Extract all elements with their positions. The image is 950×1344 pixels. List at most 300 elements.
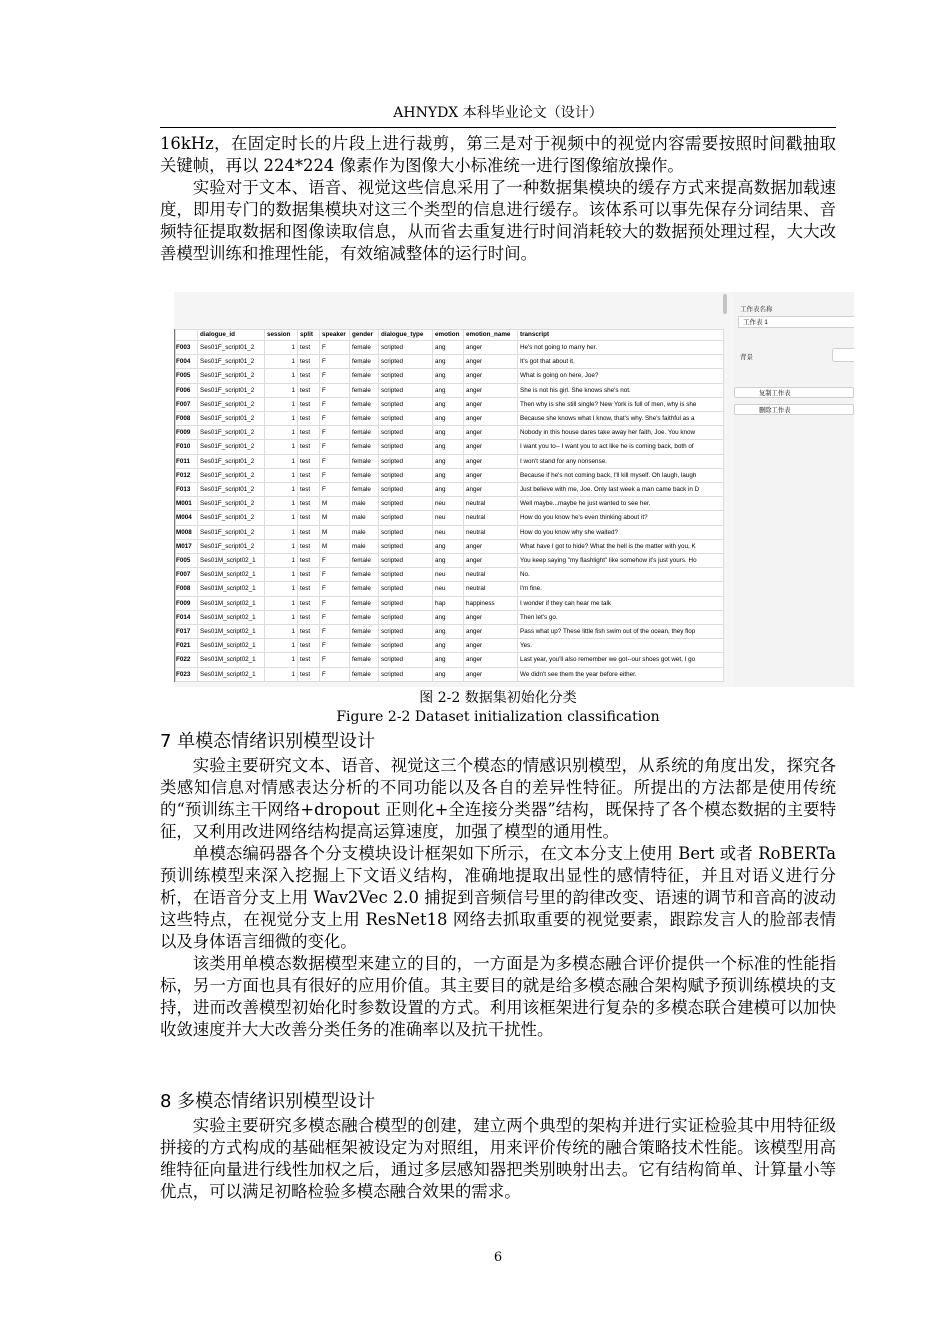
column-header[interactable]	[176, 330, 198, 341]
table-cell[interactable]: 1	[265, 412, 298, 426]
table-cell[interactable]: female	[350, 554, 379, 568]
table-cell[interactable]: Ses01F_script01_2	[198, 539, 265, 553]
table-cell[interactable]: anger	[464, 483, 518, 497]
background-label: 背景	[740, 354, 753, 361]
table-cell[interactable]: He's not going to marry her.	[518, 341, 724, 355]
table-cell[interactable]: F	[320, 341, 350, 355]
table-cell[interactable]: Ses01F_script01_2	[198, 426, 265, 440]
table-row	[176, 554, 724, 568]
table-cell[interactable]: test	[298, 468, 320, 482]
table-cell[interactable]: ang	[433, 483, 464, 497]
table-cell[interactable]: test	[298, 355, 320, 369]
table-cell[interactable]: ang	[433, 468, 464, 482]
table-cell[interactable]: scripted	[379, 383, 433, 397]
table-cell[interactable]: anger	[464, 383, 518, 397]
table-cell[interactable]: 1	[265, 511, 298, 525]
table-cell[interactable]: F011	[176, 454, 198, 468]
table-cell[interactable]: F	[320, 667, 350, 681]
table-cell[interactable]: M017	[176, 539, 198, 553]
column-header[interactable]: dialogue_type	[379, 330, 433, 341]
table-row	[176, 454, 724, 468]
table-cell[interactable]: F	[320, 426, 350, 440]
table-cell[interactable]: test	[298, 440, 320, 454]
table-cell[interactable]: F022	[176, 653, 198, 667]
table-cell[interactable]: F004	[176, 355, 198, 369]
table-row	[176, 653, 724, 667]
table-cell[interactable]: female	[350, 426, 379, 440]
table-cell[interactable]: 1	[265, 426, 298, 440]
table-cell[interactable]: neu	[433, 582, 464, 596]
table-cell[interactable]: Ses01F_script01_2	[198, 383, 265, 397]
table-cell[interactable]: ang	[433, 610, 464, 624]
table-cell[interactable]: 1	[265, 397, 298, 411]
table-cell[interactable]: scripted	[379, 596, 433, 610]
table-cell[interactable]: female	[350, 610, 379, 624]
table-cell[interactable]: I wonder if they can hear me talk	[518, 596, 724, 610]
table-cell[interactable]: 1	[265, 355, 298, 369]
table-cell[interactable]: F	[320, 454, 350, 468]
table-cell[interactable]: anger	[464, 625, 518, 639]
table-row	[176, 667, 724, 681]
table-cell[interactable]: neu	[433, 525, 464, 539]
table-cell[interactable]: 1	[265, 341, 298, 355]
table-cell[interactable]: Ses01F_script01_2	[198, 483, 265, 497]
table-cell[interactable]: Ses01F_script01_2	[198, 397, 265, 411]
figure-caption-cn: 图 2-2 数据集初始化分类	[419, 690, 577, 706]
table-cell[interactable]: F017	[176, 625, 198, 639]
top-text	[160, 133, 836, 265]
table-cell[interactable]: ang	[433, 355, 464, 369]
table-cell[interactable]: female	[350, 582, 379, 596]
table-cell[interactable]: female	[350, 639, 379, 653]
table-cell[interactable]: anger	[464, 355, 518, 369]
table-row	[176, 341, 724, 355]
table-cell[interactable]: 1	[265, 610, 298, 624]
table-cell[interactable]: Ses01M_script02_1	[198, 596, 265, 610]
table-cell[interactable]: She is not his girl. She knows she's not.	[518, 383, 724, 397]
table-cell[interactable]: F	[320, 582, 350, 596]
paragraph: 实验主要研究多模态融合模型的创建，建立两个典型的架构并进行实证检验其中用特征级拼接的方式构成的基础框架被设定为对照组，用来评价传统的融合策略技术性能。该模型用高维特征向量进行线性加权之后，通过多层感知器把类别映射出去。它有结构简单、计算量小等优点，可以满足初略检验多模态融合效果的需求。	[160, 1116, 836, 1201]
table-cell[interactable]: F007	[176, 397, 198, 411]
table-cell[interactable]: scripted	[379, 397, 433, 411]
table-cell[interactable]: female	[350, 397, 379, 411]
table-cell[interactable]: 1	[265, 440, 298, 454]
table-cell[interactable]: Then let's go.	[518, 610, 724, 624]
table-cell[interactable]: F	[320, 639, 350, 653]
table-cell[interactable]: Ses01M_script02_1	[198, 653, 265, 667]
table-cell[interactable]: F	[320, 483, 350, 497]
table-cell[interactable]: F010	[176, 440, 198, 454]
page-number: 6	[493, 1250, 503, 1265]
table-cell[interactable]: Just believe with me, Joe. Only last week a man came back in D	[518, 483, 724, 497]
table-cell[interactable]: anger	[464, 369, 518, 383]
table-cell[interactable]: scripted	[379, 412, 433, 426]
table-cell[interactable]: F021	[176, 639, 198, 653]
table-cell[interactable]: scripted	[379, 355, 433, 369]
dataset-screenshot	[174, 292, 854, 687]
table-cell[interactable]: neutral	[464, 568, 518, 582]
table-cell[interactable]: neu	[433, 511, 464, 525]
table-row	[176, 426, 724, 440]
table-cell[interactable]: female	[350, 454, 379, 468]
table-cell[interactable]: 1	[265, 568, 298, 582]
table-cell[interactable]: 1	[265, 667, 298, 681]
table-cell[interactable]: anger	[464, 653, 518, 667]
table-cell[interactable]: neu	[433, 568, 464, 582]
table-cell[interactable]: F	[320, 596, 350, 610]
table-cell[interactable]: 1	[265, 468, 298, 482]
column-header[interactable]: transcript	[518, 330, 724, 341]
table-cell[interactable]: female	[350, 653, 379, 667]
table-cell[interactable]: ang	[433, 426, 464, 440]
table-cell[interactable]: test	[298, 667, 320, 681]
table-row	[176, 369, 724, 383]
table-cell[interactable]: test	[298, 639, 320, 653]
table-cell[interactable]: F	[320, 468, 350, 482]
table-cell[interactable]: scripted	[379, 539, 433, 553]
table-cell[interactable]: F	[320, 625, 350, 639]
table-cell[interactable]: test	[298, 653, 320, 667]
table-cell[interactable]: neu	[433, 497, 464, 511]
table-cell[interactable]: test	[298, 568, 320, 582]
table-cell[interactable]: We didn't see them the year before either.	[518, 667, 724, 681]
section-7-body	[160, 755, 836, 1041]
column-header[interactable]: dialogue_id	[198, 330, 265, 341]
table-cell[interactable]: female	[350, 596, 379, 610]
table-cell[interactable]: F	[320, 397, 350, 411]
table-cell[interactable]: anger	[464, 426, 518, 440]
header-rule	[160, 127, 836, 128]
table-cell[interactable]: scripted	[379, 625, 433, 639]
table-cell[interactable]: F023	[176, 667, 198, 681]
copy-sheet-button[interactable]: 复制工作表	[734, 387, 854, 398]
table-cell[interactable]: test	[298, 483, 320, 497]
table-cell[interactable]: F009	[176, 426, 198, 440]
table-header-row	[176, 330, 724, 341]
table-cell[interactable]: 1	[265, 454, 298, 468]
table-cell[interactable]: M001	[176, 497, 198, 511]
section-7-heading: 7 单模态情绪识别模型设计	[160, 731, 376, 752]
table-cell[interactable]: ang	[433, 539, 464, 553]
table-cell[interactable]: anger	[464, 468, 518, 482]
table-cell[interactable]: Ses01F_script01_2	[198, 454, 265, 468]
table-cell[interactable]: Well maybe...maybe he just wanted to see her.	[518, 497, 724, 511]
table-cell[interactable]: scripted	[379, 454, 433, 468]
table-cell[interactable]: 1	[265, 539, 298, 553]
table-cell[interactable]: ang	[433, 397, 464, 411]
table-cell[interactable]: Ses01F_script01_2	[198, 497, 265, 511]
table-row	[176, 625, 724, 639]
table-row	[176, 440, 724, 454]
table-cell[interactable]: F	[320, 554, 350, 568]
table-cell[interactable]: F005	[176, 369, 198, 383]
table-cell[interactable]: F008	[176, 582, 198, 596]
table-cell[interactable]: neutral	[464, 497, 518, 511]
column-header[interactable]: emotion_name	[464, 330, 518, 341]
table-cell[interactable]: female	[350, 625, 379, 639]
table-cell[interactable]: F008	[176, 412, 198, 426]
table-cell[interactable]: scripted	[379, 525, 433, 539]
table-cell[interactable]: M008	[176, 525, 198, 539]
table-cell[interactable]: ang	[433, 639, 464, 653]
table-cell[interactable]: Ses01M_script02_1	[198, 639, 265, 653]
table-cell[interactable]: Ses01F_script01_2	[198, 355, 265, 369]
table-cell[interactable]: male	[350, 497, 379, 511]
table-row	[176, 568, 724, 582]
table-cell[interactable]: scripted	[379, 440, 433, 454]
table-cell[interactable]: 1	[265, 596, 298, 610]
background-color-picker[interactable]	[832, 348, 854, 362]
table-row	[176, 412, 724, 426]
dataset-table	[175, 329, 724, 682]
table-cell[interactable]: test	[298, 525, 320, 539]
table-cell[interactable]: test	[298, 454, 320, 468]
table-cell[interactable]: Ses01F_script01_2	[198, 468, 265, 482]
table-cell[interactable]: ang	[433, 454, 464, 468]
table-row	[176, 610, 724, 624]
table-cell[interactable]: What is going on here, Joe?	[518, 369, 724, 383]
table-cell[interactable]: F	[320, 355, 350, 369]
table-row	[176, 497, 724, 511]
running-header: AHNYDX 本科毕业论文（设计）	[393, 105, 603, 121]
section-8-body	[160, 1115, 836, 1203]
table-cell[interactable]: ang	[433, 341, 464, 355]
table-cell[interactable]: Because if he's not coming back, I'll kill myself. Oh laugh, laugh	[518, 468, 724, 482]
table-cell[interactable]: ang	[433, 653, 464, 667]
table-cell[interactable]: anger	[464, 454, 518, 468]
table-cell[interactable]: Pass what up? These little fish swim out of the ocean, they flop	[518, 625, 724, 639]
table-cell[interactable]: scripted	[379, 667, 433, 681]
table-cell[interactable]: test	[298, 539, 320, 553]
table-cell[interactable]: How do you know he's even thinking about it?	[518, 511, 724, 525]
table-cell[interactable]: I won't stand for any nonsense.	[518, 454, 724, 468]
column-header[interactable]: split	[298, 330, 320, 341]
table-cell[interactable]: neutral	[464, 582, 518, 596]
sheet-settings-panel	[734, 292, 854, 687]
table-cell[interactable]: happiness	[464, 596, 518, 610]
table-cell[interactable]: Because she knows what I know, that's why. She's faithful as a	[518, 412, 724, 426]
table-cell[interactable]: 1	[265, 497, 298, 511]
table-cell[interactable]: ang	[433, 667, 464, 681]
table-cell[interactable]: anger	[464, 440, 518, 454]
table-cell[interactable]: female	[350, 483, 379, 497]
table-cell[interactable]: scripted	[379, 369, 433, 383]
figure-caption-en: Figure 2-2 Dataset initialization classification	[336, 709, 660, 725]
table-cell[interactable]: You keep saying "my flashlight" like somehow it's just yours. Ho	[518, 554, 724, 568]
table-cell[interactable]: Ses01M_script02_1	[198, 625, 265, 639]
table-cell[interactable]: 1	[265, 653, 298, 667]
table-cell[interactable]: 1	[265, 639, 298, 653]
paragraph: 该类用单模态数据模型来建立的目的，一方面是为多模态融合评价提供一个标准的性能指标，另一方面也具有很好的应用价值。其主要目的就是给多模态融合架构赋予预训练模块的支持，进而改善模型初始化时参数设置的方式。利用该框架进行复杂的多模态联合建模可以加快收敛速度并大大改善分类任务的准确率以及抗干扰性。	[160, 954, 836, 1039]
table-cell[interactable]: Ses01F_script01_2	[198, 440, 265, 454]
table-cell[interactable]: 1	[265, 369, 298, 383]
table-cell[interactable]: Ses01M_script02_1	[198, 610, 265, 624]
column-header[interactable]: speaker	[320, 330, 350, 341]
table-cell[interactable]: female	[350, 355, 379, 369]
table-cell[interactable]: F009	[176, 596, 198, 610]
table-cell[interactable]: male	[350, 525, 379, 539]
table-cell[interactable]: M	[320, 525, 350, 539]
table-cell[interactable]: 1	[265, 525, 298, 539]
table-cell[interactable]: Yes.	[518, 639, 724, 653]
table-cell[interactable]: F013	[176, 483, 198, 497]
table-cell[interactable]: test	[298, 625, 320, 639]
table-cell[interactable]: Nobody in this house dares take away her faith, Joe. You know	[518, 426, 724, 440]
table-row	[176, 639, 724, 653]
table-cell[interactable]: neutral	[464, 525, 518, 539]
table-cell[interactable]: female	[350, 369, 379, 383]
table-cell[interactable]: Last year, you'll also remember we got--our shoes got wet, I go	[518, 653, 724, 667]
table-cell[interactable]: test	[298, 369, 320, 383]
table-cell[interactable]: 1	[265, 582, 298, 596]
table-cell[interactable]: ang	[433, 440, 464, 454]
table-cell[interactable]: test	[298, 412, 320, 426]
table-cell[interactable]: F003	[176, 341, 198, 355]
table-row	[176, 525, 724, 539]
table-cell[interactable]: test	[298, 582, 320, 596]
table-cell[interactable]: anger	[464, 610, 518, 624]
table-row	[176, 582, 724, 596]
table-cell[interactable]: 1	[265, 483, 298, 497]
table-cell[interactable]: F	[320, 369, 350, 383]
table-cell[interactable]: Ses01F_script01_2	[198, 525, 265, 539]
table-cell[interactable]: F012	[176, 468, 198, 482]
vertical-scrollbar[interactable]	[723, 294, 727, 314]
table-row	[176, 468, 724, 482]
table-cell[interactable]: Ses01F_script01_2	[198, 511, 265, 525]
table-cell[interactable]: anger	[464, 667, 518, 681]
table-cell[interactable]: F	[320, 653, 350, 667]
table-cell[interactable]: Ses01F_script01_2	[198, 341, 265, 355]
table-row	[176, 383, 724, 397]
table-cell[interactable]: Ses01M_script02_1	[198, 554, 265, 568]
table-cell[interactable]: scripted	[379, 653, 433, 667]
table-cell[interactable]: neutral	[464, 511, 518, 525]
table-cell[interactable]: ang	[433, 625, 464, 639]
spreadsheet	[174, 329, 723, 682]
table-cell[interactable]: test	[298, 554, 320, 568]
sheet-name-input[interactable]: 工作表 1	[738, 316, 854, 328]
table-cell[interactable]: test	[298, 383, 320, 397]
table-row	[176, 596, 724, 610]
table-cell[interactable]: hap	[433, 596, 464, 610]
table-cell[interactable]: Ses01F_script01_2	[198, 412, 265, 426]
table-cell[interactable]: F	[320, 568, 350, 582]
table-cell[interactable]: anger	[464, 341, 518, 355]
table-cell[interactable]: I want you to-- I want you to act like he is coming back, both of	[518, 440, 724, 454]
table-cell[interactable]: anger	[464, 639, 518, 653]
table-cell[interactable]: Ses01F_script01_2	[198, 369, 265, 383]
paragraph: 实验主要研究文本、语音、视觉这三个模态的情感识别模型，从系统的角度出发，探究各类感知信息对情感表达分析的不同功能以及各自的差异性特征。所提出的方法都是使用传统的“预训练主干网络+dropout 正则化+全连接分类器”结构，既保持了各个模态数据的主要特征，又利用改进网络结构提高运算速度，加强了模型的通用性。	[160, 756, 836, 841]
table-cell[interactable]: scripted	[379, 426, 433, 440]
section-8-heading: 8 多模态情绪识别模型设计	[160, 1091, 376, 1112]
table-cell[interactable]: scripted	[379, 341, 433, 355]
table-cell[interactable]: test	[298, 610, 320, 624]
table-cell[interactable]: test	[298, 426, 320, 440]
table-cell[interactable]: 1	[265, 625, 298, 639]
table-cell[interactable]: I'm fine.	[518, 582, 724, 596]
table-cell[interactable]: test	[298, 497, 320, 511]
table-cell[interactable]: M	[320, 511, 350, 525]
table-cell[interactable]: It's got that about it.	[518, 355, 724, 369]
table-cell[interactable]: ang	[433, 369, 464, 383]
table-cell[interactable]: How do you know why she waited?	[518, 525, 724, 539]
table-cell[interactable]: anger	[464, 412, 518, 426]
table-row	[176, 483, 724, 497]
table-cell[interactable]: M	[320, 539, 350, 553]
table-cell[interactable]: F	[320, 440, 350, 454]
table-cell[interactable]: M	[320, 497, 350, 511]
table-cell[interactable]: scripted	[379, 568, 433, 582]
table-cell[interactable]: F	[320, 610, 350, 624]
table-cell[interactable]: female	[350, 468, 379, 482]
table-cell[interactable]: Ses01M_script02_1	[198, 667, 265, 681]
table-cell[interactable]: scripted	[379, 610, 433, 624]
table-cell[interactable]: F007	[176, 568, 198, 582]
table-row	[176, 539, 724, 553]
table-cell[interactable]: female	[350, 383, 379, 397]
table-cell[interactable]: ang	[433, 383, 464, 397]
table-cell[interactable]: Ses01M_script02_1	[198, 568, 265, 582]
table-cell[interactable]: female	[350, 667, 379, 681]
table-cell[interactable]: Ses01M_script02_1	[198, 582, 265, 596]
table-cell[interactable]: What have I got to hide? What the hell is the matter with you, K	[518, 539, 724, 553]
table-cell[interactable]: female	[350, 412, 379, 426]
table-cell[interactable]: scripted	[379, 582, 433, 596]
table-cell[interactable]: female	[350, 341, 379, 355]
table-cell[interactable]: M004	[176, 511, 198, 525]
table-cell[interactable]: scripted	[379, 468, 433, 482]
table-row	[176, 355, 724, 369]
table-cell[interactable]: F014	[176, 610, 198, 624]
table-cell[interactable]: ang	[433, 554, 464, 568]
table-cell[interactable]: male	[350, 511, 379, 525]
table-row	[176, 511, 724, 525]
table-cell[interactable]: scripted	[379, 497, 433, 511]
paragraph: 实验对于文本、语音、视觉这些信息采用了一种数据集模块的缓存方式来提高数据加载速度，即用专门的数据集模块对这三个类型的信息进行缓存。该体系可以事先保存分词结果、音频特征提取数据和图像读取信息，从而省去重复进行时间消耗较大的数据预处理过程，大大改善模型训练和推理性能，有效缩减整体的运行时间。	[160, 178, 836, 263]
column-header[interactable]: gender	[350, 330, 379, 341]
table-cell[interactable]: scripted	[379, 554, 433, 568]
table-cell[interactable]: scripted	[379, 639, 433, 653]
table-cell[interactable]: F006	[176, 383, 198, 397]
table-cell[interactable]: F005	[176, 554, 198, 568]
paragraph: 单模态编码器各个分支模块设计框架如下所示，在文本分支上使用 Bert 或者 RoBERTa 预训练模型来深入挖掘上下文语义结构，准确地提取出显性的感情特征，并且对语义进行分析，在语音分支上用 Wav2Vec 2.0 捕捉到音频信号里的韵律改变、语速的调节和音高的波动这些特点，在视觉分支上用 ResNet18 网络去抓取重要的视觉要素，跟踪发言人的脸部表情以及身体语言细微的变化。	[160, 844, 836, 951]
table-cell[interactable]: F	[320, 412, 350, 426]
table-cell[interactable]: scripted	[379, 483, 433, 497]
table-cell[interactable]: female	[350, 440, 379, 454]
table-cell[interactable]: anger	[464, 539, 518, 553]
table-cell[interactable]: anger	[464, 397, 518, 411]
column-header[interactable]: session	[265, 330, 298, 341]
table-cell[interactable]: F	[320, 383, 350, 397]
table-cell[interactable]: 1	[265, 554, 298, 568]
table-cell[interactable]: 1	[265, 383, 298, 397]
table-cell[interactable]: test	[298, 596, 320, 610]
table-cell[interactable]: scripted	[379, 511, 433, 525]
table-cell[interactable]: test	[298, 397, 320, 411]
table-cell[interactable]: female	[350, 568, 379, 582]
table-cell[interactable]: male	[350, 539, 379, 553]
column-header[interactable]: emotion	[433, 330, 464, 341]
table-cell[interactable]: No.	[518, 568, 724, 582]
table-cell[interactable]: anger	[464, 554, 518, 568]
sheet-name-label: 工作表名称	[740, 306, 773, 313]
delete-sheet-button[interactable]: 删除工作表	[734, 404, 854, 415]
table-cell[interactable]: Then why is she still single? New York is full of men, why is she	[518, 397, 724, 411]
table-cell[interactable]: ang	[433, 412, 464, 426]
table-cell[interactable]: test	[298, 341, 320, 355]
table-cell[interactable]: test	[298, 511, 320, 525]
